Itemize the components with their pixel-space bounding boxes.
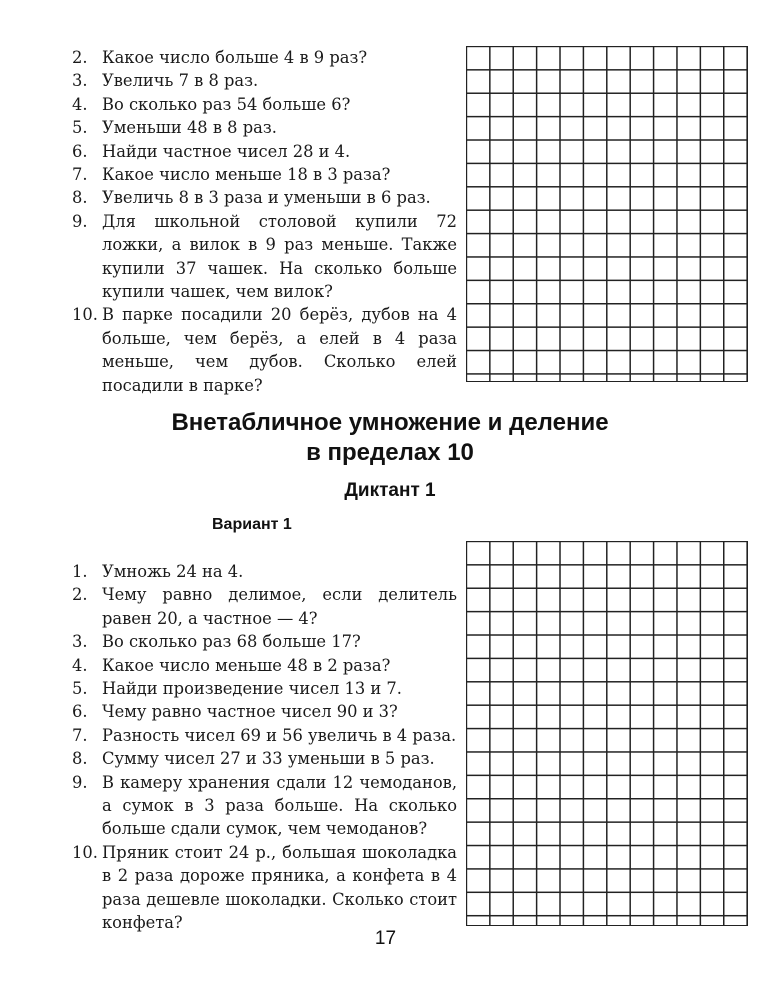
task-item (72, 69, 457, 92)
task-item (72, 303, 457, 397)
task-number: 5 . (72, 116, 100, 139)
task-item (72, 654, 457, 677)
task-number: 6 . (72, 700, 100, 723)
task-text: Какое число меньше 48 в 2 раза? (102, 655, 391, 675)
task-item (72, 140, 457, 163)
task-number: 8 . (72, 747, 100, 770)
task-text: Разность чисел 69 и 56 увеличь в 4 раза. (102, 725, 457, 745)
task-item (72, 677, 457, 700)
task-number: 10 . (72, 841, 100, 864)
task-number: 9 . (72, 210, 100, 233)
task-number: 4 . (72, 93, 100, 116)
task-text: В камеру хранения сдали 12 чемоданов, а сумок в 3 раза больше. На сколько больше сдали сумок, чем чемоданов? (102, 772, 457, 839)
task-text: В парке посадили 20 берёз, дубов на 4 больше, чем берёз, а елей в 4 раза меньше, чем дубов. Сколько елей посадили в парке? (102, 305, 457, 395)
variant-label: Вариант 1 (212, 516, 292, 533)
task-text: Увеличь 8 в 3 раза и уменьши в 6 раз. (102, 188, 431, 208)
task-item (72, 630, 457, 653)
task-text: Уменьши 48 в 8 раз. (102, 118, 277, 138)
task-number: 7 . (72, 163, 100, 186)
task-text: Какое число больше 4 в 9 раз? (102, 48, 368, 67)
task-number: 6 . (72, 140, 100, 163)
task-number: 7 . (72, 724, 100, 747)
task-item (72, 46, 457, 69)
dictation-title: Диктант 1 (344, 480, 436, 501)
task-text: Во сколько раз 54 больше 6? (102, 94, 351, 114)
task-item (72, 700, 457, 723)
task-text: Найди произведение чисел 13 и 7. (102, 679, 402, 699)
task-text: Какое число меньше 18 в 3 раза? (102, 165, 391, 185)
task-number: 1 . (72, 560, 100, 583)
task-item (72, 841, 457, 935)
task-text: Увеличь 7 в 8 раз. (102, 71, 259, 91)
task-number: 2 . (72, 46, 100, 69)
task-number: 3 . (72, 630, 100, 653)
section-title-line2: в пределах 10 (306, 439, 474, 466)
task-item (72, 93, 457, 116)
task-number: 5 . (72, 677, 100, 700)
task-list-top (72, 46, 457, 397)
task-item (72, 186, 457, 209)
task-text: Во сколько раз 68 больше 17? (102, 632, 361, 652)
task-item (72, 724, 457, 747)
answer-grid-top (466, 46, 748, 382)
task-number: 9 . (72, 771, 100, 794)
task-number: 8 . (72, 186, 100, 209)
page-number: 17 (374, 928, 397, 949)
task-item (72, 210, 457, 304)
task-text: Пряник стоит 24 р., большая шоколадка в 2 раза дороже пряника, а конфета в 4 раза дешевле шоколадки. Сколько стоит конфета? (102, 842, 457, 933)
task-text: Чему равно делимое, если делитель равен 20, а частное — 4? (102, 585, 457, 628)
task-item (72, 771, 457, 841)
task-text: Чему равно частное чисел 90 и 3? (102, 702, 398, 722)
task-text: Для школьной столовой купили 72 ложки, а вилок в 9 раз меньше. Также купили 37 чашек. На сколько больше купили чашек, чем вилок? (102, 211, 457, 302)
task-text: Найди частное чисел 28 и 4. (102, 141, 351, 161)
task-number: 3 . (72, 69, 100, 92)
task-number: 4 . (72, 654, 100, 677)
section-title (100, 408, 680, 468)
task-text: Умножь 24 на 4. (102, 562, 244, 581)
answer-grid-bottom (466, 541, 748, 926)
task-item (72, 116, 457, 139)
task-number: 10 . (72, 303, 100, 326)
section-title-line1: Внетабличное умножение и деление (171, 409, 609, 436)
task-number: 2 . (72, 583, 100, 606)
task-item (72, 747, 457, 770)
task-text: Сумму чисел 27 и 33 уменьши в 5 раз. (102, 749, 435, 769)
task-item (72, 560, 457, 583)
task-item (72, 583, 457, 630)
task-item (72, 163, 457, 186)
task-list-bottom (72, 560, 457, 935)
